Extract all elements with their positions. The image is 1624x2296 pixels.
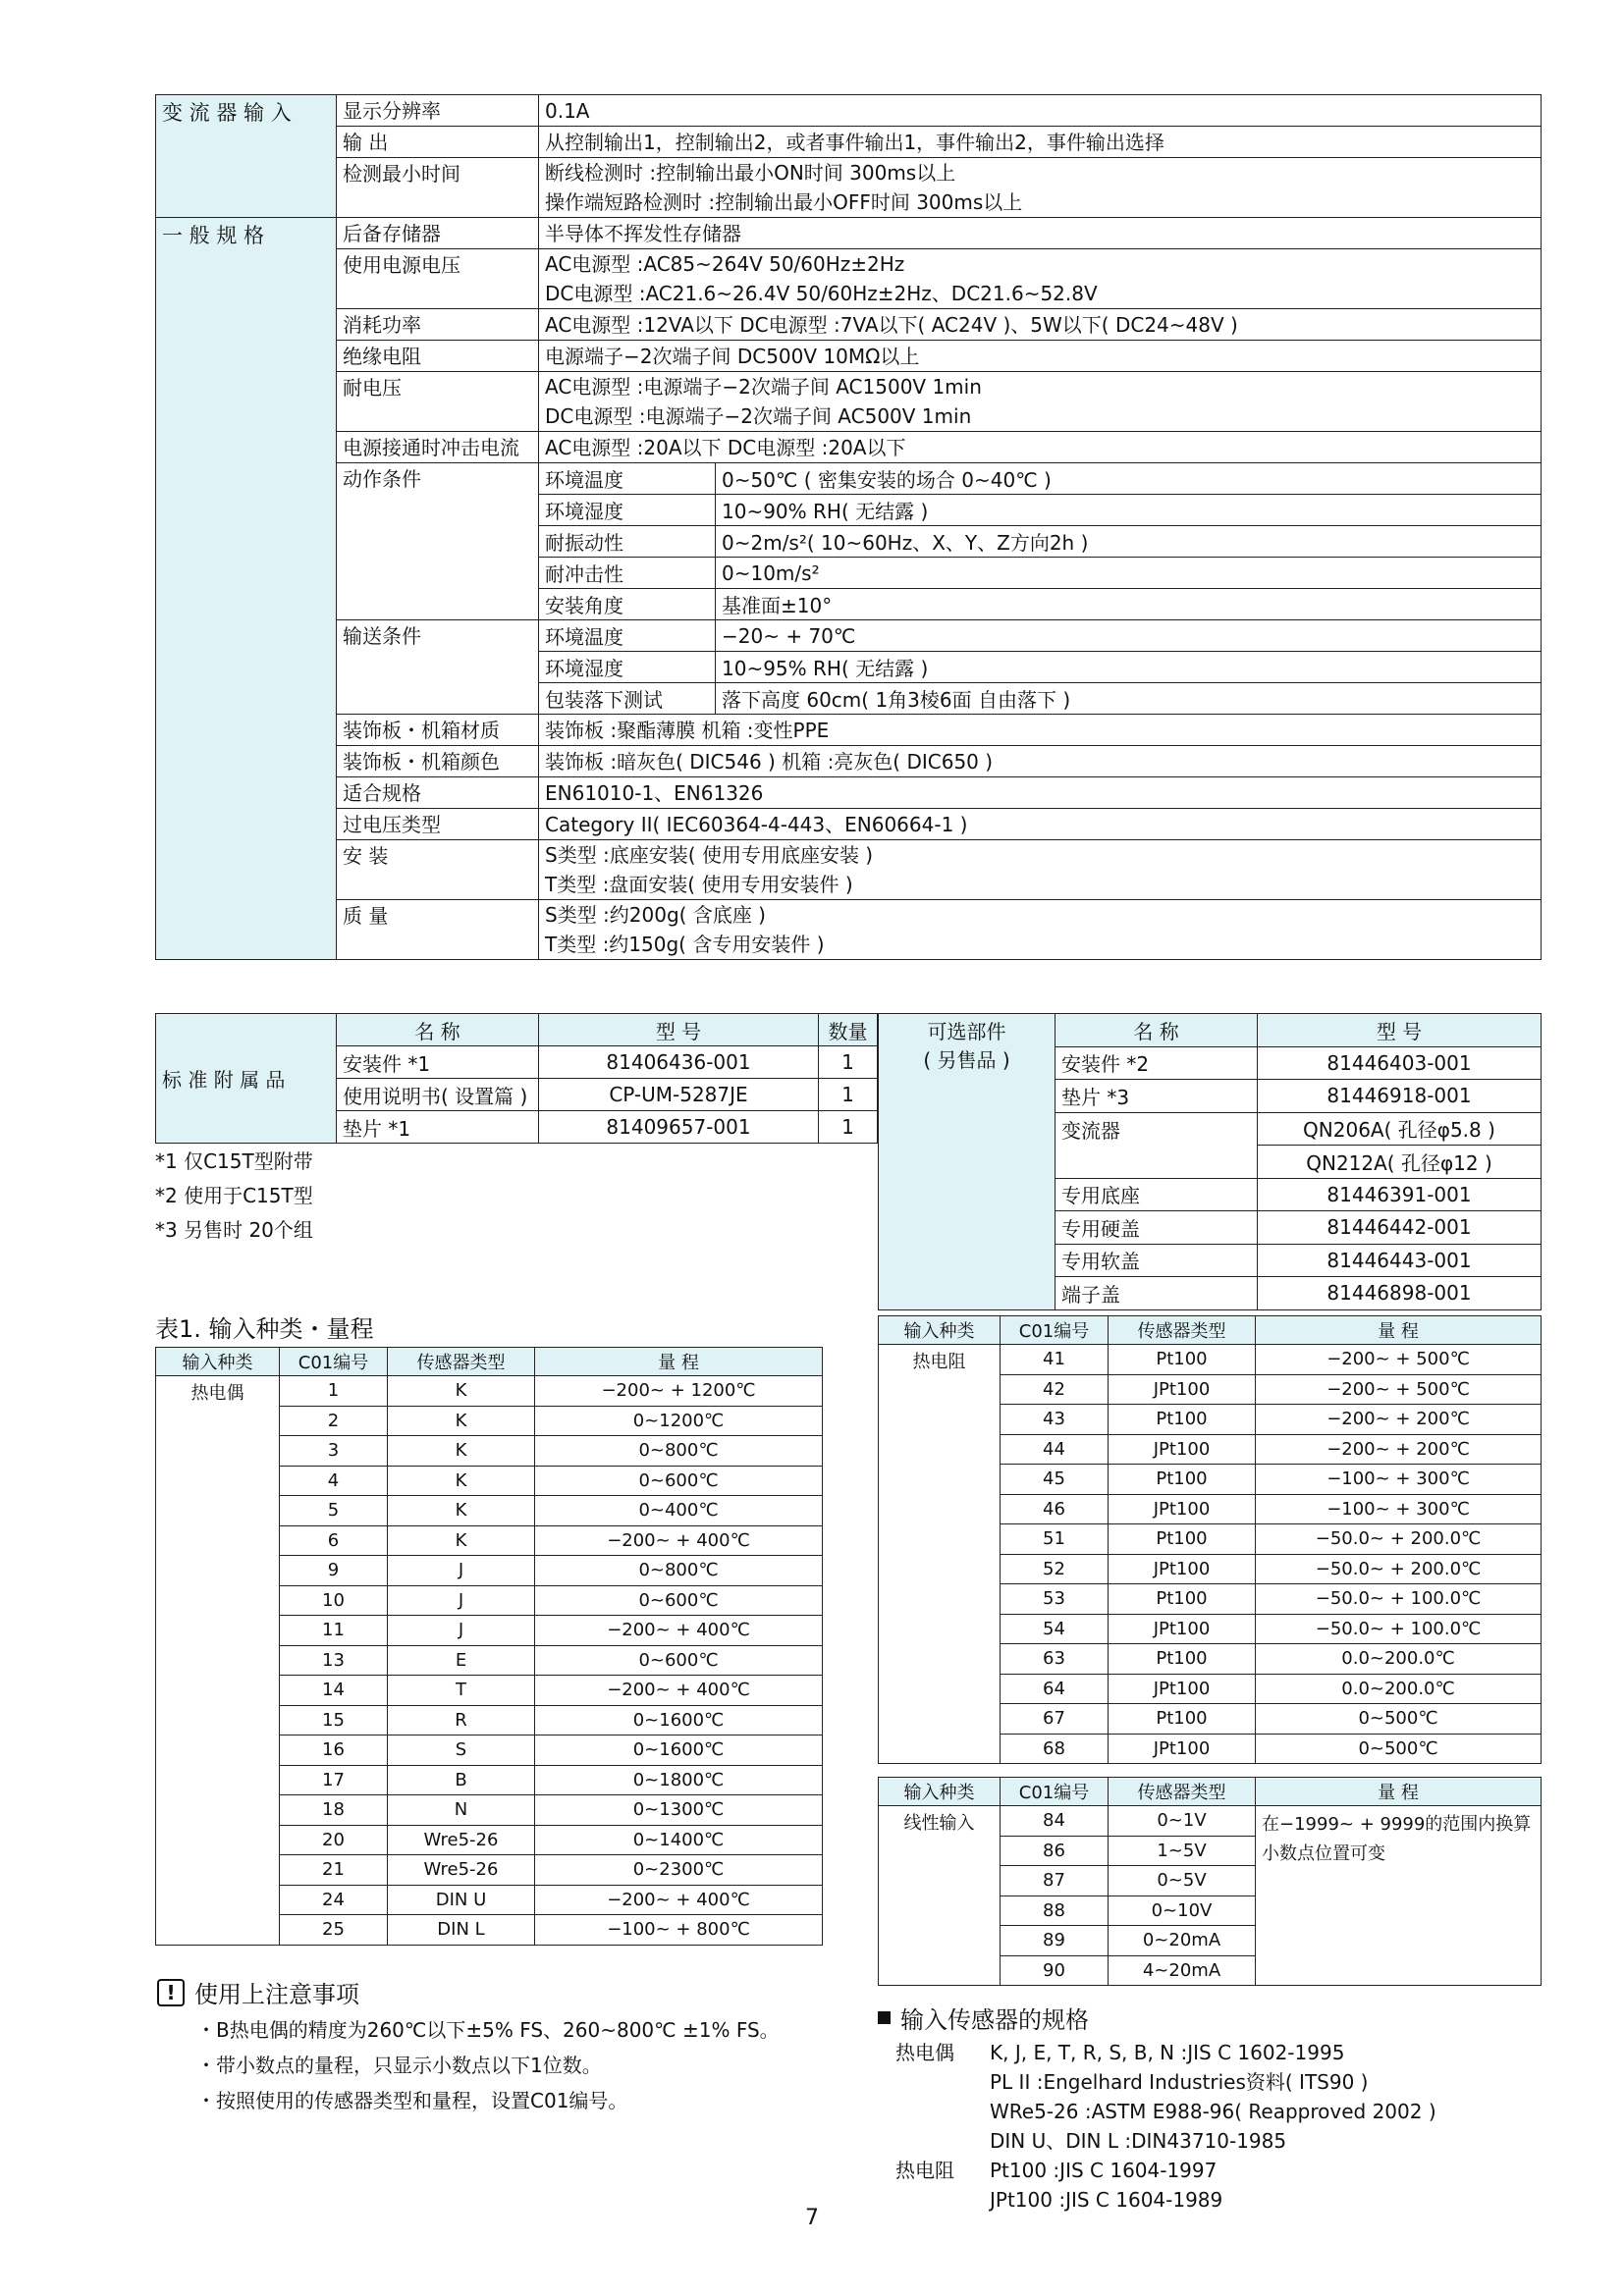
rtd-cell: 63 [1001, 1644, 1109, 1675]
rtd-cell: JPt100 [1109, 1494, 1256, 1524]
spec-row [156, 463, 1542, 495]
thermocouple-header-cell: C01编号 [280, 1348, 388, 1376]
square-bullet-icon [878, 2011, 891, 2024]
thermocouple-header-cell: 量 程 [535, 1348, 823, 1376]
spec-value-line: 断线检测时 :控制输出最小ON时间 300ms以上 [545, 161, 956, 185]
spec-item-label: 后备存储器 [337, 218, 539, 249]
sensor-spec-type: 热电阻 [895, 2159, 954, 2182]
rtd-cell: Pt100 [1109, 1704, 1256, 1735]
spec-row [156, 309, 1542, 341]
page-number: 7 [805, 2206, 819, 2230]
thermocouple-cell: 0~400℃ [535, 1496, 823, 1526]
spec-item-value [539, 372, 1542, 432]
rtd-cell: 0.0~200.0℃ [1256, 1674, 1542, 1704]
thermocouple-cell: 15 [280, 1705, 388, 1735]
linear-cell: 90 [1001, 1955, 1109, 1986]
rtd-range-table [878, 1315, 1542, 1764]
thermocouple-cell: 20 [280, 1825, 388, 1855]
opt-cell: QN206A( 孔径φ5.8 ) [1258, 1112, 1542, 1146]
spec-row [156, 840, 1542, 900]
linear-cell: 86 [1001, 1836, 1109, 1866]
std-section-label: 标 准 附 属 品 [156, 1014, 337, 1144]
thermocouple-cell: 5 [280, 1496, 388, 1526]
thermocouple-cell: 21 [280, 1855, 388, 1886]
spec-item-value [539, 95, 1542, 127]
spec-subitem-value: 落下高度 60cm( 1角3棱6面 自由落下 ) [716, 683, 1542, 715]
linear-cell: 0~5V [1109, 1866, 1256, 1896]
thermocouple-category: 热电偶 [156, 1376, 280, 1946]
spec-row [156, 809, 1542, 840]
spec-value-line: DC电源型 :AC21.6~26.4V 50/60Hz±2Hz、DC21.6~52.8V [545, 282, 1098, 305]
caution-list [196, 2012, 780, 2118]
sensor-spec-standard: WRe5-26 :ASTM E988-96( Reapproved 2002 ) [990, 2100, 1436, 2123]
thermocouple-range-table [155, 1347, 823, 1946]
sensor-spec-standard: K, J, E, T, R, S, B, N :JIS C 1602-1995 [990, 2041, 1345, 2064]
rtd-header-cell: 传感器类型 [1109, 1316, 1256, 1345]
spec-value-line: 装饰板 :聚酯薄膜 机箱 :变性PPE [545, 718, 830, 742]
sensor-spec-type [895, 2097, 990, 2126]
footnote: *3 另售时 20个组 [155, 1218, 313, 1242]
opt-cell: QN212A( 孔径φ12 ) [1258, 1146, 1542, 1179]
spec-value-line: T类型 :约150g( 含专用安装件 ) [545, 933, 825, 956]
spec-item-label: 装饰板・机箱材质 [337, 715, 539, 746]
opt-cell: 专用硬盖 [1056, 1211, 1258, 1245]
sensor-spec-standard: JPt100 :JIS C 1604-1989 [990, 2188, 1223, 2212]
opt-cell: 81446442-001 [1258, 1211, 1542, 1245]
thermocouple-cell: −200~ + 400℃ [535, 1676, 823, 1706]
thermocouple-cell: K [388, 1525, 535, 1556]
rtd-cell: −100~ + 300℃ [1256, 1494, 1542, 1524]
spec-item-value [539, 809, 1542, 840]
spec-row [156, 249, 1542, 309]
linear-cell: 0~10V [1109, 1896, 1256, 1926]
spec-item-label: 检测最小时间 [337, 158, 539, 218]
footnotes [155, 1145, 313, 1248]
spec-item-label: 质 量 [337, 900, 539, 960]
thermocouple-cell: R [388, 1705, 535, 1735]
spec-value-line: T类型 :盘面安装( 使用专用安装件 ) [545, 873, 853, 896]
spec-row [156, 372, 1542, 432]
rtd-cell: 44 [1001, 1434, 1109, 1465]
thermocouple-cell: 3 [280, 1436, 388, 1467]
thermocouple-header-row [156, 1348, 823, 1376]
footnote: *1 仅C15T型附带 [155, 1149, 313, 1173]
thermocouple-cell: S [388, 1735, 535, 1766]
spec-row [156, 715, 1542, 746]
rtd-cell: Pt100 [1109, 1644, 1256, 1675]
spec-item-value [539, 840, 1542, 900]
sensor-spec-row [895, 2097, 1436, 2126]
spec-subitem-label: 环境温度 [539, 463, 716, 495]
linear-header-cell: 量 程 [1256, 1778, 1542, 1806]
std-cell: 81409657-001 [539, 1111, 819, 1144]
opt-cell: 垫片 *3 [1056, 1080, 1258, 1113]
spec-value-line: AC电源型 :AC85~264V 50/60Hz±2Hz [545, 252, 905, 276]
spec-item-label: 动作条件 [337, 463, 539, 620]
opt-section-title: 可选部件 [927, 1020, 1006, 1043]
sensor-spec-standard: Pt100 :JIS C 1604-1997 [990, 2159, 1218, 2182]
linear-cell: 0~1V [1109, 1806, 1256, 1837]
spec-subitem-value: 0~50℃ ( 密集安装的场合 0~40℃ ) [716, 463, 1542, 495]
rtd-cell: −100~ + 300℃ [1256, 1465, 1542, 1495]
std-header-cell: 名 称 [337, 1014, 539, 1046]
linear-cell: 87 [1001, 1866, 1109, 1896]
spec-value-line: AC电源型 :20A以下 DC电源型 :20A以下 [545, 435, 906, 459]
rtd-cell: −50.0~ + 100.0℃ [1256, 1584, 1542, 1615]
rtd-cell: −200~ + 500℃ [1256, 1374, 1542, 1405]
spec-subitem-label: 包装落下测试 [539, 683, 716, 715]
thermocouple-cell: 0~1200℃ [535, 1406, 823, 1436]
opt-cell: 81446391-001 [1258, 1178, 1542, 1211]
spec-item-value [539, 127, 1542, 158]
spec-value-line: 从控制输出1，控制输出2，或者事件输出1，事件输出2，事件输出选择 [545, 130, 1164, 154]
rtd-cell: 52 [1001, 1554, 1109, 1584]
thermocouple-cell: 0~1400℃ [535, 1825, 823, 1855]
opt-header-cell: 名 称 [1056, 1014, 1258, 1047]
rtd-cell: −200~ + 200℃ [1256, 1405, 1542, 1435]
thermocouple-cell: 6 [280, 1525, 388, 1556]
spec-subitem-label: 环境温度 [539, 620, 716, 652]
rtd-header-row [879, 1316, 1542, 1345]
spec-item-label: 耐电压 [337, 372, 539, 432]
spec-subitem-label: 耐冲击性 [539, 558, 716, 589]
thermocouple-cell: Wre5-26 [388, 1855, 535, 1886]
sensor-spec-standard: PL II :Engelhard Industries资料( ITS90 ) [990, 2070, 1369, 2094]
spec-value-line: DC电源型 :电源端子−2次端子间 AC500V 1min [545, 404, 972, 428]
thermocouple-cell: T [388, 1676, 535, 1706]
thermocouple-row [156, 1376, 823, 1407]
rtd-cell: JPt100 [1109, 1434, 1256, 1465]
spec-item-value [539, 432, 1542, 463]
thermocouple-cell: K [388, 1496, 535, 1526]
spec-item-label: 装饰板・机箱颜色 [337, 746, 539, 777]
thermocouple-cell: 11 [280, 1616, 388, 1646]
linear-header-cell: C01编号 [1001, 1778, 1109, 1806]
spec-value-line: 装饰板 :暗灰色( DIC546 ) 机箱 :亮灰色( DIC650 ) [545, 749, 994, 774]
rtd-cell: 68 [1001, 1734, 1109, 1764]
thermocouple-header-cell: 传感器类型 [388, 1348, 535, 1376]
spec-item-value [539, 715, 1542, 746]
linear-cell: 89 [1001, 1926, 1109, 1956]
rtd-cell: JPt100 [1109, 1614, 1256, 1644]
spec-subitem-value: 10~90% RH( 无结露 ) [716, 495, 1542, 526]
rtd-cell: 43 [1001, 1405, 1109, 1435]
sensor-spec-row [895, 2067, 1436, 2097]
spec-table [155, 94, 1542, 960]
thermocouple-cell: 17 [280, 1765, 388, 1795]
spec-subitem-value: 10~95% RH( 无结露 ) [716, 652, 1542, 683]
thermocouple-cell: J [388, 1556, 535, 1586]
rtd-category: 热电阻 [879, 1345, 1001, 1764]
std-cell: 1 [819, 1046, 878, 1079]
thermocouple-cell: J [388, 1585, 535, 1616]
spec-subitem-value: 0~2m/s²( 10~60Hz、X、Y、Z方向2h ) [716, 526, 1542, 558]
rtd-header-cell: 量 程 [1256, 1316, 1542, 1345]
spec-item-label: 输送条件 [337, 620, 539, 715]
spec-item-label: 电源接通时冲击电流 [337, 432, 539, 463]
thermocouple-cell: 16 [280, 1735, 388, 1766]
spec-item-value [539, 746, 1542, 777]
thermocouple-cell: 0~1600℃ [535, 1735, 823, 1766]
rtd-cell: Pt100 [1109, 1465, 1256, 1495]
standard-accessories-table [155, 1013, 878, 1144]
rtd-cell: 41 [1001, 1345, 1109, 1375]
spec-row [156, 777, 1542, 809]
sensor-spec-type [895, 2067, 990, 2097]
linear-cell: 4~20mA [1109, 1955, 1256, 1986]
thermocouple-cell: K [388, 1466, 535, 1496]
opt-cell: 81446918-001 [1258, 1080, 1542, 1113]
thermocouple-cell: 0~600℃ [535, 1466, 823, 1496]
spec-row [156, 95, 1542, 127]
optional-parts-table [878, 1013, 1542, 1310]
sensor-spec-type: 热电偶 [895, 2041, 954, 2064]
thermocouple-cell: E [388, 1645, 535, 1676]
opt-cell: 端子盖 [1056, 1277, 1258, 1310]
thermocouple-cell: 2 [280, 1406, 388, 1436]
rtd-cell: JPt100 [1109, 1374, 1256, 1405]
spec-row [156, 218, 1542, 249]
thermocouple-cell: 0~1600℃ [535, 1705, 823, 1735]
linear-cell: 1~5V [1109, 1836, 1256, 1866]
rtd-cell: Pt100 [1109, 1405, 1256, 1435]
rtd-cell: −50.0~ + 200.0℃ [1256, 1524, 1542, 1555]
rtd-cell: 42 [1001, 1374, 1109, 1405]
rtd-cell: 0.0~200.0℃ [1256, 1644, 1542, 1675]
thermocouple-cell: −100~ + 800℃ [535, 1915, 823, 1946]
std-cell: 81406436-001 [539, 1046, 819, 1079]
thermocouple-cell: −200~ + 400℃ [535, 1525, 823, 1556]
thermocouple-header-cell: 输入种类 [156, 1348, 280, 1376]
rtd-header-cell: C01编号 [1001, 1316, 1109, 1345]
spec-item-value [539, 341, 1542, 372]
caution-item: ・B热电偶的精度为260℃以下±5% FS、260~800℃ ±1% FS。 [196, 2018, 780, 2042]
linear-cell: 84 [1001, 1806, 1109, 1837]
caution-icon: ! [157, 1979, 185, 2006]
spec-item-label: 适合规格 [337, 777, 539, 809]
spec-item-label: 消耗功率 [337, 309, 539, 341]
spec-item-label: 使用电源电压 [337, 249, 539, 309]
rtd-cell: 54 [1001, 1614, 1109, 1644]
sensor-spec-heading [878, 2001, 1089, 2035]
linear-header-cell: 输入种类 [879, 1778, 1001, 1806]
linear-cell: 0~20mA [1109, 1926, 1256, 1956]
spec-row [156, 127, 1542, 158]
footnote: *2 使用于C15T型 [155, 1184, 313, 1207]
thermocouple-cell: 4 [280, 1466, 388, 1496]
rtd-cell: JPt100 [1109, 1554, 1256, 1584]
rtd-header-cell: 输入种类 [879, 1316, 1001, 1345]
spec-item-label: 过电压类型 [337, 809, 539, 840]
std-cell: 1 [819, 1079, 878, 1111]
spec-item-value [539, 777, 1542, 809]
opt-section-subtitle: ( 另售品 ) [923, 1048, 1010, 1072]
rtd-cell: 0~500℃ [1256, 1704, 1542, 1735]
rtd-cell: Pt100 [1109, 1345, 1256, 1375]
sensor-spec-title: 输入传感器的规格 [900, 2006, 1089, 2034]
spec-item-value [539, 158, 1542, 218]
rtd-cell: JPt100 [1109, 1734, 1256, 1764]
thermocouple-cell: B [388, 1765, 535, 1795]
spec-value-line: AC电源型 :12VA以下 DC电源型 :7VA以下( AC24V )、5W以下( DC24~48V ) [545, 312, 1238, 337]
rtd-cell: 0~500℃ [1256, 1734, 1542, 1764]
spec-value-line: EN61010-1、EN61326 [545, 780, 764, 805]
opt-cell: 81446403-001 [1258, 1046, 1542, 1080]
spec-subitem-label: 安装角度 [539, 589, 716, 620]
thermocouple-cell: −200~ + 400℃ [535, 1885, 823, 1915]
rtd-row [879, 1345, 1542, 1375]
spec-subitem-value: 0~10m/s² [716, 558, 1542, 589]
thermocouple-cell: 0~1300℃ [535, 1795, 823, 1826]
spec-value-line: AC电源型 :电源端子−2次端子间 AC1500V 1min [545, 375, 982, 399]
caution-item: ・按照使用的传感器类型和量程，设置C01编号。 [196, 2089, 628, 2112]
thermocouple-cell: −200~ + 400℃ [535, 1616, 823, 1646]
rtd-cell: 45 [1001, 1465, 1109, 1495]
sensor-spec-type [895, 2126, 990, 2156]
thermocouple-cell: K [388, 1376, 535, 1407]
linear-row [879, 1806, 1542, 1837]
spec-item-value [539, 249, 1542, 309]
rtd-cell: 67 [1001, 1704, 1109, 1735]
thermocouple-cell: 14 [280, 1676, 388, 1706]
spec-item-value [539, 309, 1542, 341]
spec-row [156, 341, 1542, 372]
std-cell: CP-UM-5287JE [539, 1079, 819, 1111]
spec-item-label: 显示分辨率 [337, 95, 539, 127]
thermocouple-cell: 10 [280, 1585, 388, 1616]
std-cell: 使用说明书( 设置篇 ) [337, 1079, 539, 1111]
sensor-spec-standard: DIN U、DIN L :DIN43710-1985 [990, 2129, 1287, 2153]
spec-item-label: 安 装 [337, 840, 539, 900]
thermocouple-cell: K [388, 1436, 535, 1467]
opt-cell: 变流器 [1056, 1112, 1258, 1178]
thermocouple-cell: DIN U [388, 1885, 535, 1915]
spec-value-line: 电源端子−2次端子间 DC500V 10MΩ以上 [545, 344, 920, 368]
opt-cell: 安装件 *2 [1056, 1046, 1258, 1080]
thermocouple-cell: J [388, 1616, 535, 1646]
linear-cell: 88 [1001, 1896, 1109, 1926]
rtd-cell: −200~ + 200℃ [1256, 1434, 1542, 1465]
thermocouple-cell: N [388, 1795, 535, 1826]
linear-header-row [879, 1778, 1542, 1806]
thermocouple-cell: 0~800℃ [535, 1436, 823, 1467]
spec-section-label: 一 般 规 格 [156, 218, 337, 960]
spec-subitem-label: 环境湿度 [539, 495, 716, 526]
rtd-cell: 64 [1001, 1674, 1109, 1704]
thermocouple-cell: DIN L [388, 1915, 535, 1946]
std-header-row [156, 1014, 878, 1046]
sensor-spec-row [895, 2126, 1436, 2156]
spec-row [156, 620, 1542, 652]
opt-cell: 专用软盖 [1056, 1244, 1258, 1277]
thermocouple-cell: −200~ + 1200℃ [535, 1376, 823, 1407]
thermocouple-cell: K [388, 1406, 535, 1436]
rtd-cell: 51 [1001, 1524, 1109, 1555]
thermocouple-cell: Wre5-26 [388, 1825, 535, 1855]
linear-header-cell: 传感器类型 [1109, 1778, 1256, 1806]
opt-cell: 专用底座 [1056, 1178, 1258, 1211]
spec-row [156, 432, 1542, 463]
sensor-spec-row [895, 2156, 1436, 2185]
thermocouple-cell: 25 [280, 1915, 388, 1946]
spec-item-value [539, 900, 1542, 960]
linear-range-cell: 在−1999~ + 9999的范围内换算小数点位置可变 [1256, 1806, 1542, 1986]
std-cell: 垫片 *1 [337, 1111, 539, 1144]
std-header-cell: 型 号 [539, 1014, 819, 1046]
spec-value-line: Category II( IEC60364-4-443、EN60664-1 ) [545, 812, 968, 836]
table1-title: 表1. 输入种类・量程 [155, 1315, 374, 1343]
spec-subitem-value: 基准面±10° [716, 589, 1542, 620]
sensor-spec-list [895, 2038, 1436, 2215]
spec-value-line: S类型 :约200g( 含底座 ) [545, 903, 766, 927]
thermocouple-cell: 0~800℃ [535, 1556, 823, 1586]
rtd-cell: JPt100 [1109, 1674, 1256, 1704]
rtd-cell: 46 [1001, 1494, 1109, 1524]
linear-category: 线性输入 [879, 1806, 1001, 1986]
spec-row [156, 746, 1542, 777]
std-header-cell: 数量 [819, 1014, 878, 1046]
opt-section-label [879, 1014, 1056, 1310]
spec-item-label: 输 出 [337, 127, 539, 158]
thermocouple-cell: 0~600℃ [535, 1645, 823, 1676]
thermocouple-cell: 24 [280, 1885, 388, 1915]
spec-row [156, 900, 1542, 960]
spec-value-line: 0.1A [545, 98, 590, 123]
std-cell: 安装件 *1 [337, 1046, 539, 1079]
spec-item-value [539, 218, 1542, 249]
linear-input-range-table [878, 1777, 1542, 1986]
rtd-cell: 53 [1001, 1584, 1109, 1615]
spec-subitem-value: −20~ + 70℃ [716, 620, 1542, 652]
std-cell: 1 [819, 1111, 878, 1144]
spec-value-line: S类型 :底座安装( 使用专用底座安装 ) [545, 843, 874, 867]
spec-section-label: 变 流 器 输 入 [156, 95, 337, 218]
rtd-cell: −200~ + 500℃ [1256, 1345, 1542, 1375]
rtd-cell: Pt100 [1109, 1584, 1256, 1615]
sensor-spec-row [895, 2038, 1436, 2067]
spec-subitem-label: 耐振动性 [539, 526, 716, 558]
opt-header-row [879, 1014, 1542, 1047]
opt-cell: 81446898-001 [1258, 1277, 1542, 1310]
thermocouple-cell: 1 [280, 1376, 388, 1407]
spec-value-line: 半导体不挥发性存储器 [545, 221, 741, 245]
caution-title: 使用上注意事项 [194, 1981, 359, 2008]
opt-cell: 81446443-001 [1258, 1244, 1542, 1277]
thermocouple-cell: 0~1800℃ [535, 1765, 823, 1795]
caution-item: ・带小数点的量程，只显示小数点以下1位数。 [196, 2054, 602, 2077]
spec-row [156, 158, 1542, 218]
spec-value-line: 操作端短路检测时 :控制输出最小OFF时间 300ms以上 [545, 190, 1023, 214]
thermocouple-cell: 13 [280, 1645, 388, 1676]
thermocouple-cell: 18 [280, 1795, 388, 1826]
rtd-cell: −50.0~ + 100.0℃ [1256, 1614, 1542, 1644]
thermocouple-cell: 9 [280, 1556, 388, 1586]
spec-subitem-label: 环境湿度 [539, 652, 716, 683]
thermocouple-cell: 0~600℃ [535, 1585, 823, 1616]
rtd-cell: −50.0~ + 200.0℃ [1256, 1554, 1542, 1584]
thermocouple-cell: 0~2300℃ [535, 1855, 823, 1886]
caution-heading [157, 1975, 359, 2009]
rtd-cell: Pt100 [1109, 1524, 1256, 1555]
spec-item-label: 绝缘电阻 [337, 341, 539, 372]
opt-header-cell: 型 号 [1258, 1014, 1542, 1047]
